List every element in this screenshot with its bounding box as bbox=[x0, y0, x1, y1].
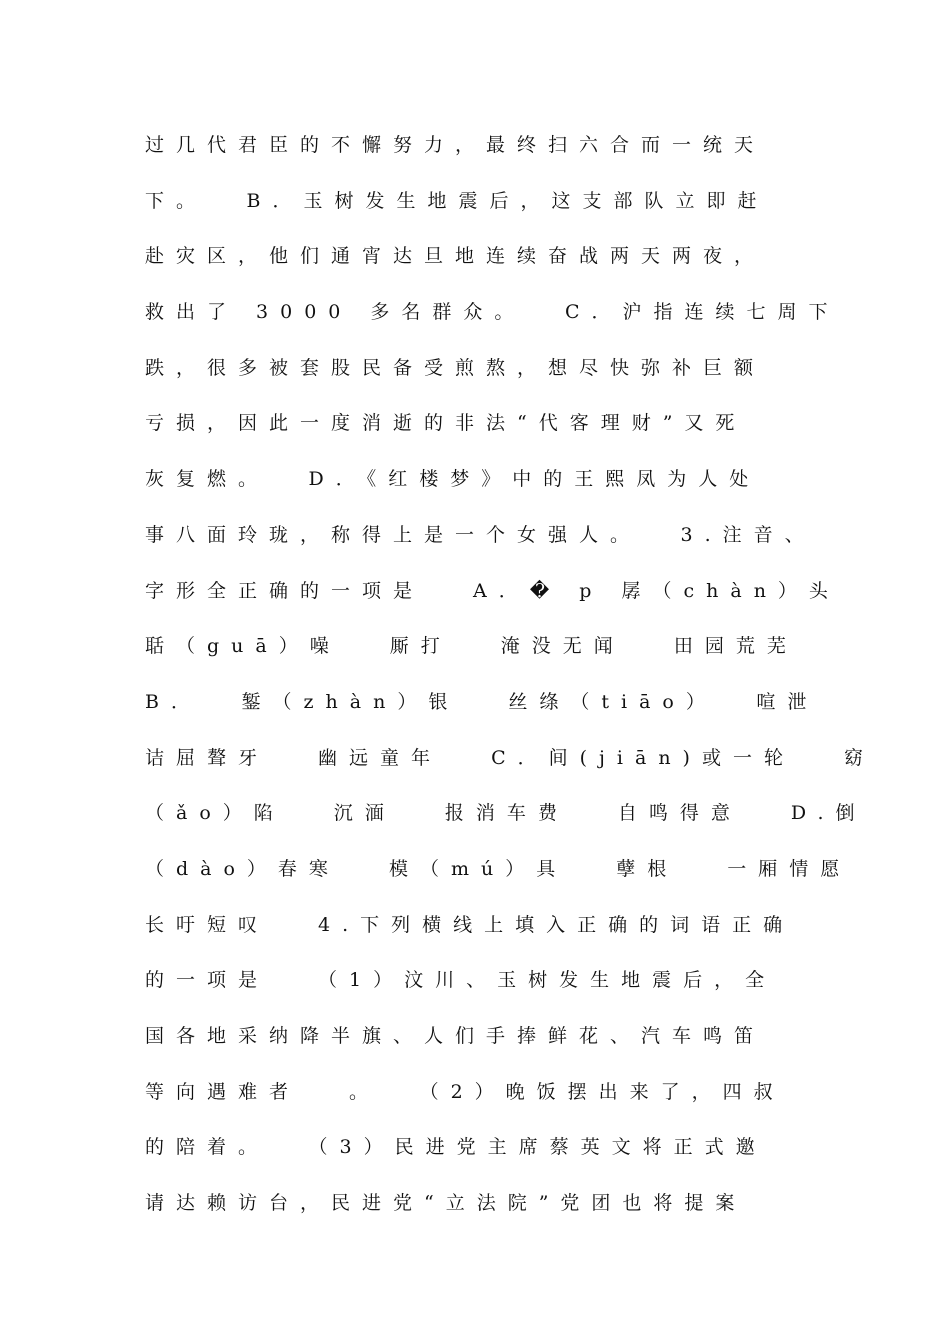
text-line: （ǎo）陷 沉湎 报消车费 自鸣得意 D.倒 bbox=[145, 802, 867, 825]
text-line: 等向遇难者 。 （2）晚饭摆出来了，四叔 bbox=[145, 1080, 785, 1103]
text-line: （dào）春寒 模（mú）具 孽根 一厢情愿 bbox=[145, 857, 852, 880]
text-line: 赴灾区，他们通宵达旦地连续奋战两天两夜， bbox=[145, 245, 766, 268]
text-line: 国各地采纳降半旗、人们手捧鲜花、汽车鸣笛 bbox=[145, 1025, 766, 1047]
text-line: 下。 B．玉树发生地震后，这支部队立即赶 bbox=[145, 189, 769, 212]
text-line: 的陪着。 （3）民进党主席蔡英文将正式邀 bbox=[145, 1136, 767, 1159]
document-text-body bbox=[145, 128, 876, 1242]
text-line: 跌，很多被套股民备受煎熬，想尽快弥补巨额 bbox=[145, 356, 766, 379]
text-line: B． 錾（zhàn）银 丝绦（tiāo） 喧泄 bbox=[145, 690, 819, 713]
text-line: 长吁短叹 4.下列横线上填入正确的词语正确 bbox=[145, 913, 795, 936]
text-line: 事八面玲珑，称得上是一个女强人。 3.注音、 bbox=[145, 523, 816, 546]
text-line: 请达赖访台，民进党“立法院”党团也将提案 bbox=[145, 1192, 747, 1215]
text-line: 的一项是 （1）汶川、玉树发生地震后，全 bbox=[145, 969, 777, 992]
text-line: 亏损，因此一度消逝的非法“代客理财”又死 bbox=[145, 412, 747, 435]
text-line: 过几代君臣的不懈努力，最终扫六合而一统天 bbox=[145, 134, 766, 156]
text-line: 聒（guā）噪 厮打 淹没无闻 田园荒芜 bbox=[145, 635, 798, 658]
text-line: 灰复燃。 D．《红楼梦》中的王熙凤为人处 bbox=[145, 468, 761, 491]
text-line: 救出了 3000 多名群众。 C．沪指连续七周下 bbox=[145, 301, 840, 324]
text-line: 字形全正确的一项是 A．� p 孱（chàn）头 bbox=[145, 579, 840, 602]
text-line: 诘屈聱牙 幽远童年 C．间(jiān)或一轮 窈 bbox=[145, 746, 876, 769]
